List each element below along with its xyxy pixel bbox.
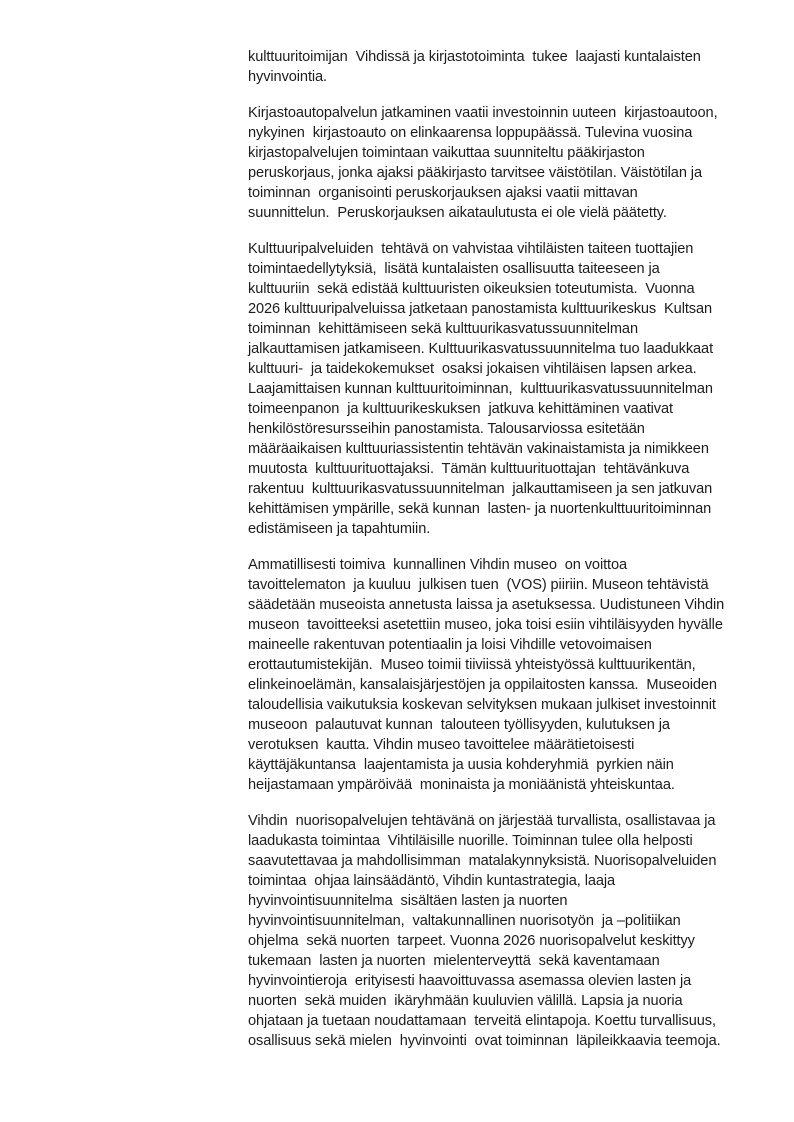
- text-line: Laajamittaisen kunnan kulttuuritoiminnan, kulttuurikasvatussuunnitelman: [248, 381, 713, 397]
- text-line: henkilöstöresursseihin panostamista. Talousarviossa esitetään: [248, 421, 645, 437]
- text-line: kehittämisen ympärille, sekä kunnan lasten- ja nuortenkulttuuritoiminnan: [248, 501, 712, 517]
- text-line: toiminnan kehittämiseen sekä kulttuurikasvatussuunnitelman: [248, 321, 638, 337]
- text-line: elinkeinoelämän, kansalaisjärjestöjen ja oppilaitosten kanssa. Museoiden: [248, 677, 717, 693]
- text-line: heijastamaan ympäröivää moninaista ja moniäänistä yhteiskuntaa.: [248, 777, 675, 793]
- text-line: toimeenpanon ja kulttuurikeskuksen jatkuva kehittäminen vaativat: [248, 401, 673, 417]
- text-line: toiminnan organisointi peruskorjauksen ajaksi vaatii mittavan: [248, 185, 638, 201]
- text-line: rakentuu kulttuurikasvatussuunnitelman jalkauttamiseen ja sen jatkuvan: [248, 481, 713, 497]
- text-line: 2026 kulttuuripalveluissa jatketaan panostamista kulttuurikeskus Kultsan: [248, 301, 713, 317]
- text-line: suunnittelun. Peruskorjauksen aikataulutusta ei ole vielä päätetty.: [248, 205, 667, 221]
- text-line: käyttäjäkuntansa laajentamista ja uusia kohderyhmiä pyrkien näin: [248, 757, 674, 773]
- text-line: taloudellisia vaikutuksia koskevan selvityksen mukaan julkiset investoinnit: [248, 697, 716, 713]
- text-line: hyvinvointieroja erityisesti haavoittuvassa asemassa olevien lasten ja: [248, 973, 692, 989]
- paragraph: [248, 47, 753, 87]
- text-line: erottautumistekijän. Museo toimii tiiviissä yhteistyössä kulttuurikentän,: [248, 657, 696, 673]
- text-line: kulttuuritoimijan Vihdissä ja kirjastotoiminta tukee laajasti kuntalaisten: [248, 49, 701, 65]
- document-body: [248, 47, 753, 1067]
- text-line: kulttuuri- ja taidekokemukset osaksi jokaisen vihtiläisen lapsen arkea.: [248, 361, 697, 377]
- text-line: määräaikaisen kulttuuriassistentin tehtävän vakinaistamista ja nimikkeen: [248, 441, 709, 457]
- text-line: toimintaa ohjaa lainsäädäntö, Vihdin kuntastrategia, laaja: [248, 873, 616, 889]
- text-line: jalkauttamisen jatkamiseen. Kulttuurikasvatussuunnitelma tuo laadukkaat: [248, 341, 714, 357]
- paragraph: [248, 239, 753, 539]
- text-line: museon tavoitteeksi asetettiin museo, joka toisi esiin vihtiläisyyden hyvälle: [248, 617, 723, 633]
- text-line: peruskorjaus, jonka ajaksi pääkirjasto tarvitsee väistötilan. Väistötilan ja: [248, 165, 702, 181]
- text-line: Kirjastoautopalvelun jatkaminen vaatii investoinnin uuteen kirjastoautoon,: [248, 105, 718, 121]
- text-line: Ammatillisesti toimiva kunnallinen Vihdin museo on voittoa: [248, 557, 628, 573]
- text-line: muutosta kulttuurituottajaksi. Tämän kulttuurituottajan tehtävänkuva: [248, 461, 690, 477]
- text-line: nykyinen kirjastoauto on elinkaarensa loppupäässä. Tulevina vuosina: [248, 125, 693, 141]
- text-line: tukemaan lasten ja nuorten mielenterveyttä sekä kaventamaan: [248, 953, 660, 969]
- text-line: laadukasta toimintaa Vihtiläisille nuorille. Toiminnan tulee olla helposti: [248, 833, 693, 849]
- paragraph: [248, 555, 753, 795]
- text-line: ohjataan ja tuetaan noudattamaan terveitä elintapoja. Koettu turvallisuus,: [248, 1013, 716, 1029]
- text-line: Kulttuuripalveluiden tehtävä on vahvistaa vihtiläisten taiteen tuottajien: [248, 241, 694, 257]
- text-line: hyvinvointisuunnitelman, valtakunnallinen nuorisotyön ja –politiikan: [248, 913, 681, 929]
- text-line: Vihdin nuorisopalvelujen tehtävänä on järjestää turvallista, osallistavaa ja: [248, 813, 716, 829]
- paragraph: [248, 811, 753, 1051]
- text-line: osallisuus sekä mielen hyvinvointi ovat toiminnan läpileikkaavia teemoja.: [248, 1033, 721, 1049]
- text-line: kirjastopalvelujen toimintaan vaikuttaa suunniteltu pääkirjaston: [248, 145, 645, 161]
- text-line: maineelle rakentuvan potentiaalin ja loisi Vihdille vetovoimaisen: [248, 637, 652, 653]
- text-line: säädetään museoista annetusta laissa ja asetuksessa. Uudistuneen Vihdin: [248, 597, 725, 613]
- text-line: hyvinvointia.: [248, 69, 328, 85]
- paragraph: [248, 103, 753, 223]
- text-line: kulttuuriin sekä edistää kulttuuristen oikeuksien toteutumista. Vuonna: [248, 281, 695, 297]
- text-line: edistämiseen ja tapahtumiin.: [248, 521, 431, 537]
- text-line: nuorten sekä muiden ikäryhmään kuuluvien välillä. Lapsia ja nuoria: [248, 993, 683, 1009]
- text-line: toimintaedellytyksiä, lisätä kuntalaisten osallisuutta taiteeseen ja: [248, 261, 660, 277]
- text-line: hyvinvointisuunnitelma sisältäen lasten ja nuorten: [248, 893, 568, 909]
- text-line: ohjelma sekä nuorten tarpeet. Vuonna 2026 nuorisopalvelut keskittyy: [248, 933, 695, 949]
- text-line: saavutettavaa ja mahdollisimman matalakynnyksistä. Nuorisopalveluiden: [248, 853, 717, 869]
- text-line: museoon palautuvat kunnan talouteen työllisyyden, kulutuksen ja: [248, 717, 670, 733]
- text-line: tavoittelematon ja kuuluu julkisen tuen (VOS) piiriin. Museon tehtävistä: [248, 577, 709, 593]
- text-line: verotuksen kautta. Vihdin museo tavoittelee määrätietoisesti: [248, 737, 635, 753]
